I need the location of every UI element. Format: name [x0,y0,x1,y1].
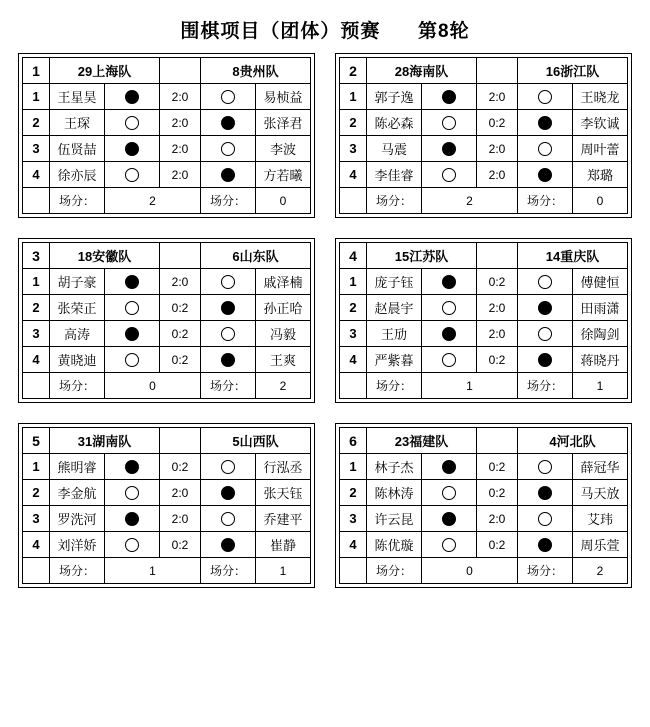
player-right-name: 薛冠华 [573,454,628,480]
player-left-name: 李佳睿 [367,162,422,188]
board-index: 2 [23,295,50,321]
board-score: 0:2 [160,347,201,373]
player-left-stone [105,321,160,347]
player-right-name: 李钦诚 [573,110,628,136]
player-right-name: 周乐萱 [573,532,628,558]
board-score: 0:2 [160,321,201,347]
board-score: 0:2 [477,532,518,558]
player-right-name: 乔建平 [256,506,311,532]
white-stone-icon [221,327,235,341]
player-left-stone [105,295,160,321]
black-stone-icon [125,90,139,104]
black-stone-icon [125,512,139,526]
player-left-name: 林子杰 [367,454,422,480]
player-left-name: 伍贤喆 [50,136,105,162]
points-right-value: 0 [573,188,628,214]
player-right-name: 郑璐 [573,162,628,188]
player-right-name: 崔静 [256,532,311,558]
board-index: 3 [340,136,367,162]
player-right-stone [201,269,256,295]
white-stone-icon [442,353,456,367]
points-right-value: 2 [573,558,628,584]
points-right-label: 场分： [201,373,256,399]
page-title: 围棋项目（团体）预赛 第8轮 [180,21,470,42]
board-row [23,506,311,532]
points-right-label: 场分： [518,188,573,214]
player-left-stone [105,532,160,558]
player-right-stone [518,454,573,480]
black-stone-icon [442,327,456,341]
white-stone-icon [221,142,235,156]
team-right-name: 4河北队 [518,428,628,454]
white-stone-icon [538,327,552,341]
board-row [340,347,628,373]
player-right-stone [518,136,573,162]
match-table [22,242,311,399]
board-row [340,136,628,162]
board-row [23,321,311,347]
player-left-name: 王劢 [367,321,422,347]
match-card [335,423,632,588]
player-right-stone [201,321,256,347]
board-index: 3 [23,136,50,162]
player-left-name: 许云昆 [367,506,422,532]
white-stone-icon [221,275,235,289]
points-left-value: 1 [422,373,518,399]
team-left-name: 31湖南队 [50,428,160,454]
points-right-value: 0 [256,188,311,214]
board-row [340,321,628,347]
board-index: 1 [340,84,367,110]
player-right-name: 冯毅 [256,321,311,347]
match-header-row [340,428,628,454]
board-score: 2:0 [160,110,201,136]
player-left-stone [422,506,477,532]
board-row [23,136,311,162]
board-index: 1 [340,269,367,295]
player-right-name: 田雨潇 [573,295,628,321]
board-index: 4 [23,532,50,558]
player-left-stone [422,347,477,373]
points-row-spacer [340,188,367,214]
board-row [23,347,311,373]
board-row [340,454,628,480]
player-right-name: 傅健恒 [573,269,628,295]
black-stone-icon [442,460,456,474]
team-left-name: 15江苏队 [367,243,477,269]
points-right-label: 场分： [201,558,256,584]
white-stone-icon [221,512,235,526]
white-stone-icon [125,116,139,130]
board-index: 1 [23,269,50,295]
board-row [340,269,628,295]
match-table [22,57,311,214]
points-row-spacer [23,188,50,214]
match-header-row [23,428,311,454]
black-stone-icon [221,116,235,130]
white-stone-icon [538,275,552,289]
white-stone-icon [538,142,552,156]
points-right-value: 2 [256,373,311,399]
black-stone-icon [442,512,456,526]
black-stone-icon [538,301,552,315]
player-right-name: 行泓丞 [256,454,311,480]
match-header-row [23,58,311,84]
points-right-value: 1 [256,558,311,584]
match-table [22,427,311,584]
board-score: 0:2 [477,454,518,480]
black-stone-icon [221,168,235,182]
player-right-stone [518,532,573,558]
board-score: 2:0 [477,84,518,110]
black-stone-icon [538,486,552,500]
player-right-stone [201,347,256,373]
player-left-stone [422,269,477,295]
header-spacer [160,428,201,454]
player-left-name: 黄晓迪 [50,347,105,373]
board-row [23,84,311,110]
white-stone-icon [442,168,456,182]
player-right-stone [518,110,573,136]
board-index: 2 [23,110,50,136]
player-left-name: 徐亦辰 [50,162,105,188]
header-spacer [477,58,518,84]
player-right-stone [518,347,573,373]
board-index: 4 [23,347,50,373]
board-score: 2:0 [477,295,518,321]
player-right-stone [201,110,256,136]
team-right-name: 6山东队 [201,243,311,269]
player-right-name: 张泽君 [256,110,311,136]
player-left-stone [422,454,477,480]
player-left-name: 马震 [367,136,422,162]
player-left-stone [105,506,160,532]
player-left-stone [422,480,477,506]
black-stone-icon [538,538,552,552]
player-left-stone [105,347,160,373]
player-right-stone [201,295,256,321]
match-card [18,53,315,218]
black-stone-icon [125,142,139,156]
player-left-name: 郭子逸 [367,84,422,110]
black-stone-icon [442,275,456,289]
white-stone-icon [442,116,456,130]
team-right-name: 14重庆队 [518,243,628,269]
player-right-stone [201,532,256,558]
player-right-name: 马天放 [573,480,628,506]
black-stone-icon [125,460,139,474]
black-stone-icon [442,142,456,156]
points-left-label: 场分： [50,558,105,584]
board-index: 1 [340,454,367,480]
match-header-row [340,243,628,269]
player-left-name: 高涛 [50,321,105,347]
points-row-spacer [340,373,367,399]
player-left-stone [422,84,477,110]
board-score: 0:2 [160,454,201,480]
board-row [340,84,628,110]
match-header-row [23,243,311,269]
player-left-stone [422,532,477,558]
points-left-value: 0 [105,373,201,399]
white-stone-icon [125,301,139,315]
team-points-row [23,373,311,399]
match-number: 3 [23,243,50,269]
points-left-label: 场分： [367,558,422,584]
board-index: 4 [340,347,367,373]
player-right-stone [201,136,256,162]
team-left-name: 29上海队 [50,58,160,84]
board-index: 4 [23,162,50,188]
black-stone-icon [125,275,139,289]
board-index: 4 [340,162,367,188]
white-stone-icon [125,353,139,367]
player-left-stone [105,269,160,295]
points-left-label: 场分： [50,373,105,399]
match-number: 1 [23,58,50,84]
player-right-name: 蒋晓丹 [573,347,628,373]
player-right-stone [518,84,573,110]
points-right-label: 场分： [201,188,256,214]
player-right-stone [201,480,256,506]
player-left-name: 王星昊 [50,84,105,110]
white-stone-icon [442,538,456,552]
player-left-name: 陈林涛 [367,480,422,506]
board-row [23,454,311,480]
white-stone-icon [538,90,552,104]
board-index: 2 [340,295,367,321]
points-left-value: 0 [422,558,518,584]
board-index: 4 [340,532,367,558]
player-left-stone [422,110,477,136]
black-stone-icon [538,116,552,130]
player-right-stone [518,321,573,347]
black-stone-icon [221,353,235,367]
match-number: 6 [340,428,367,454]
player-left-stone [105,162,160,188]
team-left-name: 23福建队 [367,428,477,454]
board-index: 1 [23,84,50,110]
points-row-spacer [23,558,50,584]
match-header-row [340,58,628,84]
points-left-value: 2 [105,188,201,214]
team-left-name: 18安徽队 [50,243,160,269]
board-index: 3 [23,506,50,532]
team-points-row [340,373,628,399]
points-left-label: 场分： [50,188,105,214]
white-stone-icon [442,301,456,315]
board-index: 1 [23,454,50,480]
board-score: 2:0 [477,506,518,532]
board-row [340,480,628,506]
board-score: 0:2 [477,347,518,373]
board-row [340,506,628,532]
black-stone-icon [125,327,139,341]
points-left-label: 场分： [367,188,422,214]
board-index: 2 [340,110,367,136]
match-card [18,423,315,588]
player-left-name: 陈优璇 [367,532,422,558]
points-left-value: 1 [105,558,201,584]
black-stone-icon [221,538,235,552]
board-score: 0:2 [477,269,518,295]
player-right-stone [518,480,573,506]
player-left-name: 刘洋娇 [50,532,105,558]
white-stone-icon [442,486,456,500]
team-right-name: 8贵州队 [201,58,311,84]
board-row [23,162,311,188]
board-score: 2:0 [477,136,518,162]
board-score: 2:0 [160,269,201,295]
points-right-label: 场分： [518,373,573,399]
board-row [340,162,628,188]
player-left-stone [422,162,477,188]
black-stone-icon [221,486,235,500]
black-stone-icon [538,353,552,367]
match-number: 2 [340,58,367,84]
board-score: 2:0 [477,321,518,347]
player-left-stone [105,110,160,136]
board-score: 0:2 [160,295,201,321]
team-right-name: 5山西队 [201,428,311,454]
player-left-name: 张荣正 [50,295,105,321]
board-index: 2 [23,480,50,506]
white-stone-icon [125,486,139,500]
board-score: 2:0 [160,506,201,532]
player-left-stone [105,84,160,110]
board-score: 2:0 [160,84,201,110]
player-right-name: 艾玮 [573,506,628,532]
player-right-stone [518,162,573,188]
player-left-stone [105,454,160,480]
board-score: 2:0 [477,162,518,188]
player-right-name: 戚泽楠 [256,269,311,295]
white-stone-icon [125,168,139,182]
match-grid [0,53,650,588]
points-right-label: 场分： [518,558,573,584]
board-score: 2:0 [160,136,201,162]
player-right-stone [201,162,256,188]
player-left-name: 严紫暮 [367,347,422,373]
black-stone-icon [221,301,235,315]
points-row-spacer [340,558,367,584]
points-row-spacer [23,373,50,399]
player-right-name: 张天钰 [256,480,311,506]
black-stone-icon [442,90,456,104]
board-row [340,110,628,136]
board-row [23,480,311,506]
board-row [340,295,628,321]
black-stone-icon [538,168,552,182]
white-stone-icon [538,512,552,526]
match-card [18,238,315,403]
points-right-value: 1 [573,373,628,399]
player-right-stone [518,506,573,532]
match-table [339,57,628,214]
points-left-value: 2 [422,188,518,214]
player-left-name: 罗洗河 [50,506,105,532]
player-left-stone [422,136,477,162]
player-right-stone [518,295,573,321]
header-spacer [160,243,201,269]
white-stone-icon [538,460,552,474]
player-right-name: 王晓龙 [573,84,628,110]
player-right-name: 易桢益 [256,84,311,110]
match-card [335,238,632,403]
white-stone-icon [125,538,139,552]
player-right-stone [201,506,256,532]
player-left-name: 胡子豪 [50,269,105,295]
board-score: 0:2 [477,110,518,136]
player-left-name: 庞子钰 [367,269,422,295]
white-stone-icon [221,460,235,474]
board-index: 2 [340,480,367,506]
player-left-name: 熊明睿 [50,454,105,480]
player-right-stone [518,269,573,295]
player-left-stone [422,321,477,347]
team-points-row [23,188,311,214]
board-row [340,532,628,558]
player-left-stone [105,480,160,506]
player-right-name: 周叶蕾 [573,136,628,162]
player-right-name: 方若曦 [256,162,311,188]
team-right-name: 16浙江队 [518,58,628,84]
board-score: 0:2 [160,532,201,558]
player-right-name: 孙正哈 [256,295,311,321]
board-index: 3 [23,321,50,347]
header-spacer [477,243,518,269]
player-right-name: 李波 [256,136,311,162]
board-row [23,295,311,321]
header-spacer [477,428,518,454]
match-table [339,427,628,584]
board-score: 0:2 [477,480,518,506]
player-right-stone [201,84,256,110]
board-index: 3 [340,506,367,532]
board-score: 2:0 [160,480,201,506]
team-points-row [23,558,311,584]
points-left-label: 场分： [367,373,422,399]
player-left-name: 陈必森 [367,110,422,136]
board-index: 3 [340,321,367,347]
team-points-row [340,188,628,214]
player-left-stone [422,295,477,321]
white-stone-icon [221,90,235,104]
player-right-name: 王爽 [256,347,311,373]
player-left-name: 王琛 [50,110,105,136]
board-row [23,110,311,136]
match-number: 4 [340,243,367,269]
match-number: 5 [23,428,50,454]
header-spacer [160,58,201,84]
player-right-stone [201,454,256,480]
team-points-row [340,558,628,584]
board-score: 2:0 [160,162,201,188]
player-left-name: 赵晨宇 [367,295,422,321]
team-left-name: 28海南队 [367,58,477,84]
match-table [339,242,628,399]
match-card [335,53,632,218]
player-right-name: 徐陶剑 [573,321,628,347]
player-left-stone [105,136,160,162]
board-row [23,532,311,558]
player-left-name: 李金航 [50,480,105,506]
board-row [23,269,311,295]
